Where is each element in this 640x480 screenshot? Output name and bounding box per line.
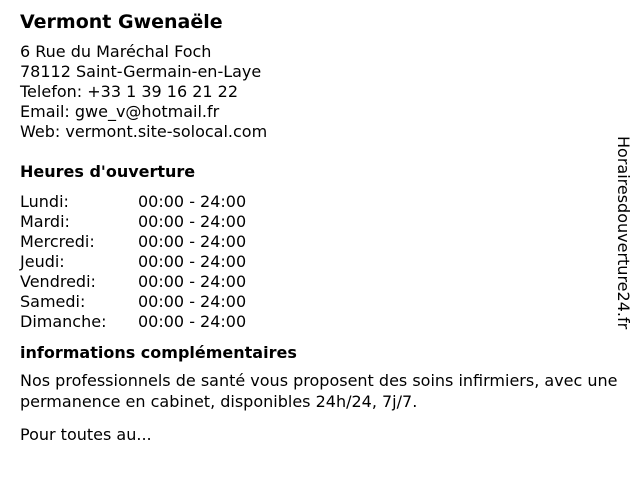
hours-day: Dimanche: [20, 312, 107, 331]
hours-time: 00:00 - 24:00 [138, 312, 247, 331]
contact-block [20, 42, 620, 142]
hours-day: Lundi: [20, 192, 69, 211]
business-name: Vermont Gwenaële [20, 11, 223, 33]
hours-day: Vendredi: [20, 272, 96, 291]
hours-day: Mercredi: [20, 232, 95, 251]
hours-time: 00:00 - 24:00 [138, 252, 247, 271]
info-more: Pour toutes au... [20, 425, 152, 444]
business-card [20, 10, 620, 445]
site-watermark: Horairesdouverture24.fr [614, 136, 633, 330]
address-city: 78112 Saint-Germain-en-Laye [20, 62, 262, 81]
hours-title: Heures d'ouverture [20, 162, 196, 181]
hours-time: 00:00 - 24:00 [138, 192, 247, 211]
hours-table [20, 192, 620, 332]
email-address: Email: gwe_v@hotmail.fr [20, 102, 220, 121]
hours-time: 00:00 - 24:00 [138, 212, 247, 231]
info-title: informations complémentaires [20, 343, 297, 362]
hours-time: 00:00 - 24:00 [138, 272, 247, 291]
info-description: Nos professionnels de santé vous proposent des soins infirmiers, avec une permanence en cabinet, disponibles 24h/24, 7j/7. [20, 371, 618, 411]
address-street: 6 Rue du Maréchal Foch [20, 42, 212, 61]
hours-time: 00:00 - 24:00 [138, 232, 247, 251]
hours-time: 00:00 - 24:00 [138, 292, 247, 311]
hours-day: Mardi: [20, 212, 70, 231]
hours-day: Samedi: [20, 292, 86, 311]
hours-day: Jeudi: [20, 252, 65, 271]
website: Web: vermont.site-solocal.com [20, 122, 268, 141]
phone-number: Telefon: +33 1 39 16 21 22 [20, 82, 239, 101]
